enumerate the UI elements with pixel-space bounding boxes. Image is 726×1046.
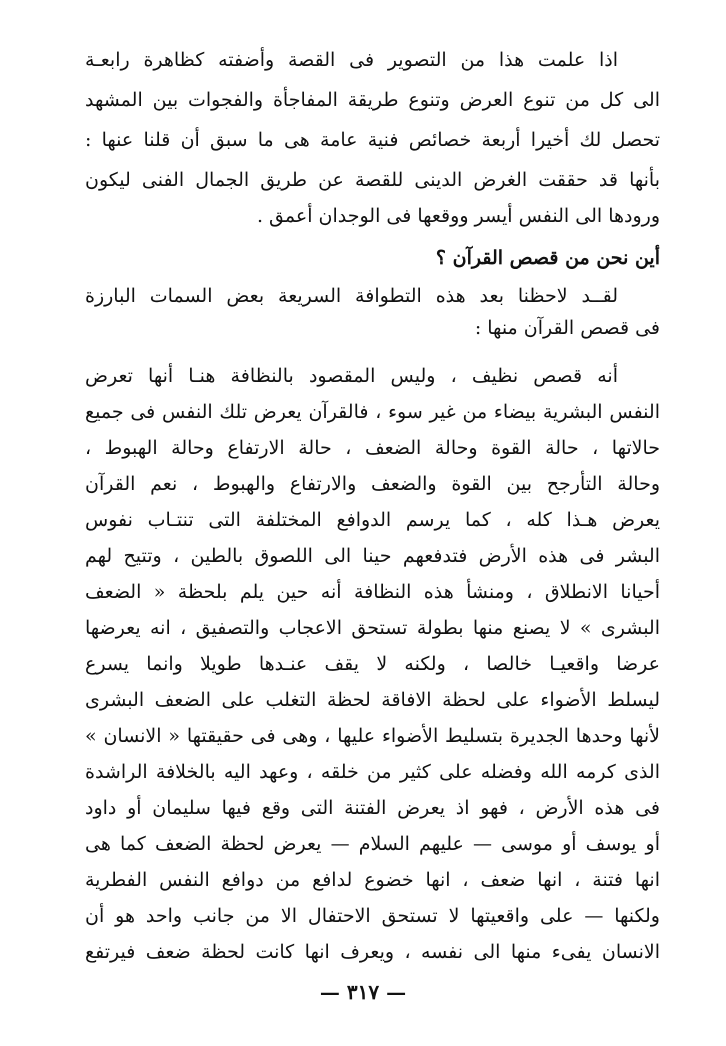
text-line: ليسلط الأضواء على لحظة الافاقة لحظة التغلب على الضعف البشرى (85, 689, 660, 711)
page-number: — ٣١٧ — (319, 980, 407, 1004)
text-line: ولكنها — على واقعيتها لا تستحق الاحتفال الا من جانب واحد هو أن (85, 905, 660, 927)
text-line: الذى كرمه الله وفضله على كثير من خلقه ، وعهد اليه بالخلافة الراشدة (85, 761, 660, 783)
text-line: لقــد لاحظنا بعد هذه التطوافة السريعة بعض السمات البارزة (85, 285, 618, 307)
text-line: فى هذه الأرض ، فهو اذ يعرض الفتنة التى وقع فيها سليمان أو داود (85, 797, 660, 819)
text-line: الى كل من تنوع العرض وتنوع طريقة المفاجأة والفجوات بين المشهد (85, 89, 660, 111)
text-line: أحيانا الانطلاق ، ومنشأ هذه النظافة أنه حين يلم بلحظة « الضعف (85, 581, 660, 603)
text-line: الانسان يفىء منها الى نفسه ، ويعرف انها كانت لحظة ضعف فيرتفع (85, 941, 660, 963)
text-line: ورودها الى النفس أيسر ووقعها فى الوجدان أعمق . (256, 205, 660, 227)
text-line: فى قصص القرآن منها : (474, 317, 660, 339)
text-line: البشرى » لا يصنع منها بطولة تستحق الاعجاب والتصفيق ، انه يعرضها (85, 617, 660, 639)
text-line: اذا علمت هذا من التصوير فى القصة وأضفته كظاهرة رابعـة (85, 49, 618, 71)
text-line: يعرض هـذا كله ، كما يرسم الدوافع المختلفة التى تنتـاب نفوس (85, 509, 660, 531)
text-line: البشر فى هذه الأرض فتدفعهم حينا الى اللصوق بالطين ، وتتيح لهم (85, 545, 660, 567)
text-line: بأنها قد حققت الغرض الدينى للقصة عن طريق الجمال الفنى ليكون (85, 169, 660, 191)
section-heading: أين نحن من قصص القرآن ؟ (435, 247, 660, 269)
text-line: عرضا واقعيـا خالصا ، ولكنه لا يقف عنـدها طويلا وانما يسرع (85, 653, 660, 675)
text-line: أو يوسف أو موسى — عليهم السلام — يعرض لحظة الضعف كما هى (85, 833, 660, 855)
text-line: انها فتنة ، انها ضعف ، انها خضوع لدافع من دوافع النفس الفطرية (85, 869, 660, 891)
text-line: أنه قصص نظيف ، وليس المقصود بالنظافة هنـا أنها تعرض (85, 365, 618, 387)
text-line: وحالة التأرجح بين القوة والضعف والارتفاع والهبوط ، نعم القرآن (85, 473, 660, 495)
text-line: النفس البشرية بيضاء من غير سوء ، فالقرآن يعرض تلك النفس فى جميع (85, 401, 660, 423)
text-line: لأنها وحدها الجديرة بتسليط الأضواء عليها ، وهى فى حقيقتها « الانسان » (85, 725, 660, 747)
text-line: حالاتها ، حالة القوة وحالة الضعف ، حالة الارتفاع وحالة الهبوط ، (85, 437, 660, 459)
text-line: تحصل لك أخيرا أربعة خصائص فنية عامة هى ما سبق أن قلنا عنها : (85, 129, 660, 151)
